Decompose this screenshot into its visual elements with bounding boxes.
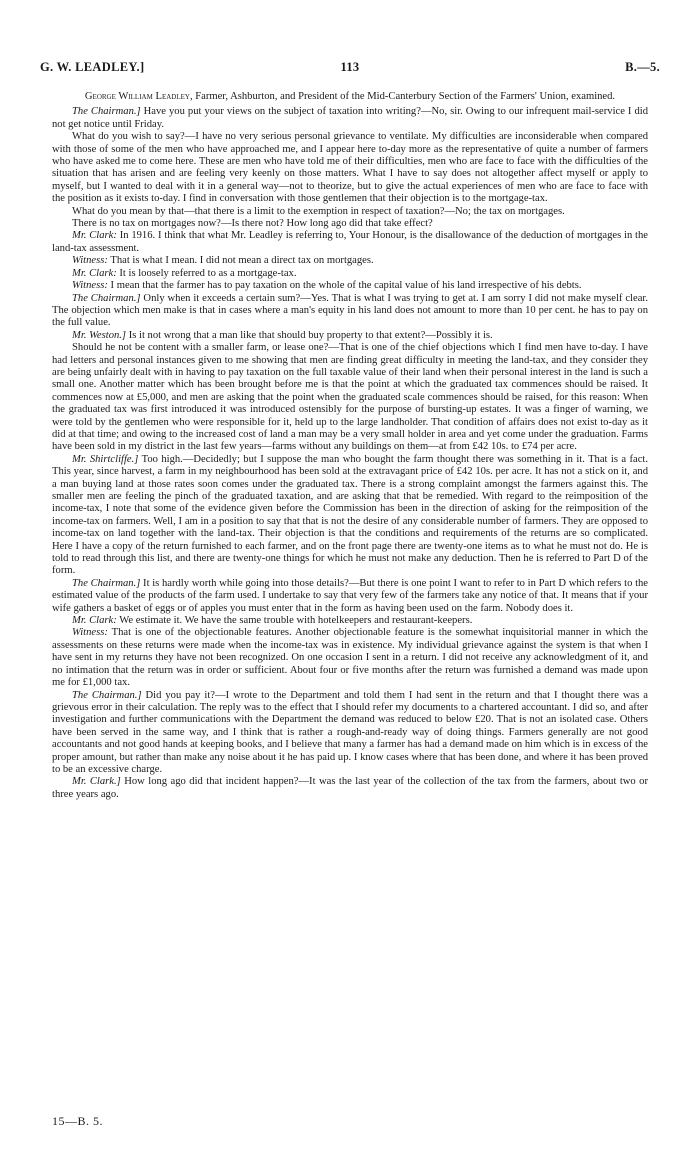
paragraph-text: We estimate it. We have the same trouble with hotelkeepers and restaurant-keepers. xyxy=(116,615,473,627)
speaker-label: Mr. Clark: xyxy=(72,615,117,627)
paragraph-text: It is loosely referred to as a mortgage-tax. xyxy=(116,267,297,279)
running-head-right: B.—5. xyxy=(625,60,660,74)
paragraph xyxy=(52,690,648,777)
paragraph-text: Should he not be content with a smaller farm, or lease one?—That is one of the chief objections which I find men have to-day. I have had letters and personal instances given to me showing that men are finding great difficulty in meeting the land-tax, and they consider they are being unfairly dealt with in having to pay taxation on the full taxable value of their land when their personal interest in the land is such a small one. Another matter which has been brought before me is that the point at which the graduated tax commences should be raised. It commences now at £5,000, and men are asking that the point when the graduated scale commences should be raised, for this reason: When the graduated tax was first introduced it was introduced ostensibly for the purpose of bursting-up estates. It was a finger of warning, we were told by the gentlemen who were responsible for it, held up to the large landholder. That condition of affairs does not exist to-day as it did at that time; and owing to the increased cost of land a man may be a very small holder in area and yet come under the graduation. Farms have been sold in my district in the last few years—farms without any buildings on them—at from £42 10s. to £74 per acre. xyxy=(52,342,648,453)
paragraph xyxy=(52,454,648,578)
speaker-label: Mr. Clark.] xyxy=(72,776,121,788)
paragraph-text: Is it not wrong that a man like that should buy property to that extent?—Possibly it is. xyxy=(126,329,493,341)
page-number: 113 xyxy=(340,60,360,74)
witness-intro xyxy=(52,91,648,103)
paragraph-text: It is hardly worth while going into those details?—But there is one point I want to refer to in Part D which refers to the estimated value of the products of the farm used. I undertake to say that very few of the farmers take any notice of that. It means that if your wife gathers a basket of eggs or of apples you must enter that in the form as having been used on the farm. Nobody does it. xyxy=(52,577,649,614)
speaker-label: The Chairman.] xyxy=(72,689,142,701)
speaker-label: Mr. Weston.] xyxy=(72,329,127,341)
speaker-label: Witness: xyxy=(72,627,108,639)
paragraph-text: What do you wish to say?—I have no very serious personal grievance to ventilate. My difficulties are inconsiderable when compared with those of some of the men who have approached me, and I appear here to-day more as the representative of quite a number of farmers who have asked me to come here. These are men who have told me of their difficulties, men who are face to face with the difficulties of the situation that has arisen and are feeling very keenly on those matters. What I have to say does not altogether affect myself or apply to myself, but I wanted to deal with it in a general way—not to theorize, but to give the actual experiences of men who are face to face with the position as it exists to-day. I find in conversation with those gentlemen that their objection is to the mortgage-tax. xyxy=(52,131,648,205)
paragraph-text: There is no tax on mortgages now?—Is there not? How long ago did that take effect? xyxy=(72,218,433,230)
paragraph-text: That is one of the objectionable features. Another objectionable feature is the somewhat inquisitorial manner in which the assessments on these returns were made when the income-tax was in existence. My individual grievance against the system is that when I have sent in my returns they have not been recognized. On one occasion I sent in a return. I did not receive any acknowledgment of it, and no intimation that the return was in order or sufficient. About four or five months after the return was furnished a demand was made upon me for £1,000 tax. xyxy=(52,627,648,689)
paragraph xyxy=(52,230,648,255)
witness-description: , Farmer, Ashburton, and President of the Mid-Canterbury Section of the Farmers' Union, examined. xyxy=(189,91,616,102)
speaker-label: Mr. Clark: xyxy=(72,267,117,279)
paragraph xyxy=(52,106,648,131)
speaker-label: The Chairman.] xyxy=(72,106,141,118)
paragraph-text: I mean that the farmer has to pay taxation on the whole of the capital value of his land irrespective of his debts. xyxy=(107,280,582,292)
paragraph-text: That is what I mean. I did not mean a direct tax on mortgages. xyxy=(107,255,374,267)
paragraph xyxy=(52,280,648,292)
paragraph-text: What do you mean by that—that there is a limit to the exemption in respect of taxation?—No; the tax on mortgages. xyxy=(72,205,565,217)
speaker-label: Mr. Shirtcliffe.] xyxy=(72,453,139,465)
witness-name: George William Leadley xyxy=(84,91,190,102)
paragraph xyxy=(52,293,648,330)
paragraph xyxy=(52,578,648,615)
paragraph xyxy=(52,776,648,801)
speaker-label: Mr. Clark: xyxy=(72,230,117,242)
paragraph xyxy=(52,218,648,230)
speaker-label: The Chairman.] xyxy=(72,292,141,304)
page-header xyxy=(40,60,660,78)
paragraph-text: How long ago did that incident happen?—It was the last year of the collection of the tax from the farmers, about two or three years ago. xyxy=(52,776,648,800)
paragraph-text: Only when it exceeds a certain sum?—Yes. That is what I was trying to get at. I am sorry I did not make myself clear. The objection which men make is that in cases where a man's equity in his land does not amount to more than 10 per cent. he has to pay on the full value. xyxy=(52,292,648,329)
paragraph xyxy=(52,255,648,267)
paragraph xyxy=(52,268,648,280)
paragraph-text: Did you pay it?—I wrote to the Department and told them I had sent in the return and that I thought there was a grievous error in their calculation. The reply was to the effect that I should refer my documents to a chartered accountant. I did so, and after investigation and further communications with the Department the demand was reduced to below £20. That is not an isolated case. Others have been served in the same way, and I think that is rather a rough-and-ready way of doing things. Farmers generally are not good accountants and not good hands at keeping books, and I believe that many a farmer has had a demand made on him which is in excess of the proper amount, but rather than make any noise about it he has paid up. I know cases where that has been done, and where it has been proved to be an excessive charge. xyxy=(52,689,648,775)
document-body xyxy=(52,91,648,801)
speaker-label: The Chairman.] xyxy=(72,577,141,589)
paragraph xyxy=(52,615,648,627)
testimony xyxy=(52,106,648,801)
paragraph xyxy=(52,206,648,218)
paragraph-text: Have you put your views on the subject of taxation into writing?—No, sir. Owing to our infrequent mail-service I did not get notice until Friday. xyxy=(52,106,648,130)
paragraph xyxy=(52,627,648,689)
speaker-label: Witness: xyxy=(72,280,108,292)
paragraph xyxy=(52,330,648,342)
running-head-left: G. W. LEADLEY.] xyxy=(40,60,145,74)
speaker-label: Witness: xyxy=(72,255,108,267)
paragraph xyxy=(52,342,648,454)
paragraph xyxy=(52,131,648,205)
signature-mark: 15—B. 5. xyxy=(52,1114,104,1128)
paragraph-text: In 1916. I think that what Mr. Leadley is referring to, Your Honour, is the disallowance of the deduction of mortgages in the land-tax assessment. xyxy=(52,230,648,254)
paragraph-text: Too high.—Decidedly; but I suppose the man who bought the farm thought there was something in it. That is a fact. This year, since harvest, a farm in my neighbourhood has been sold at the extravagant price of £42 10s. per acre. It has not a stick on it, and a man buying land at those rates soon comes under the graduated tax. There is a strong complaint amongst the farmers against this. The smaller men are feeling the pinch of the graduated taxation, and are asking that that be remedied. With regard to the reimposition of the income-tax, I note that some of the evidence given before the Commission has been in the direction of asking for the reimposition of the income-tax on farmers. Well, I am in a position to say that that is not the desire of any considerable number of farmers. They are opposed to income-tax on land together with the land-tax. Their objection is that the conditions and requirements of the returns are so complicated. Here I have a copy of the return furnished to each farmer, and on the front page there are twenty-one items as to what he must not do. He is told to read through this list, and there are twenty-one things for which he must not make any deduction. Then he is referred to Part D of the form. xyxy=(52,453,649,577)
